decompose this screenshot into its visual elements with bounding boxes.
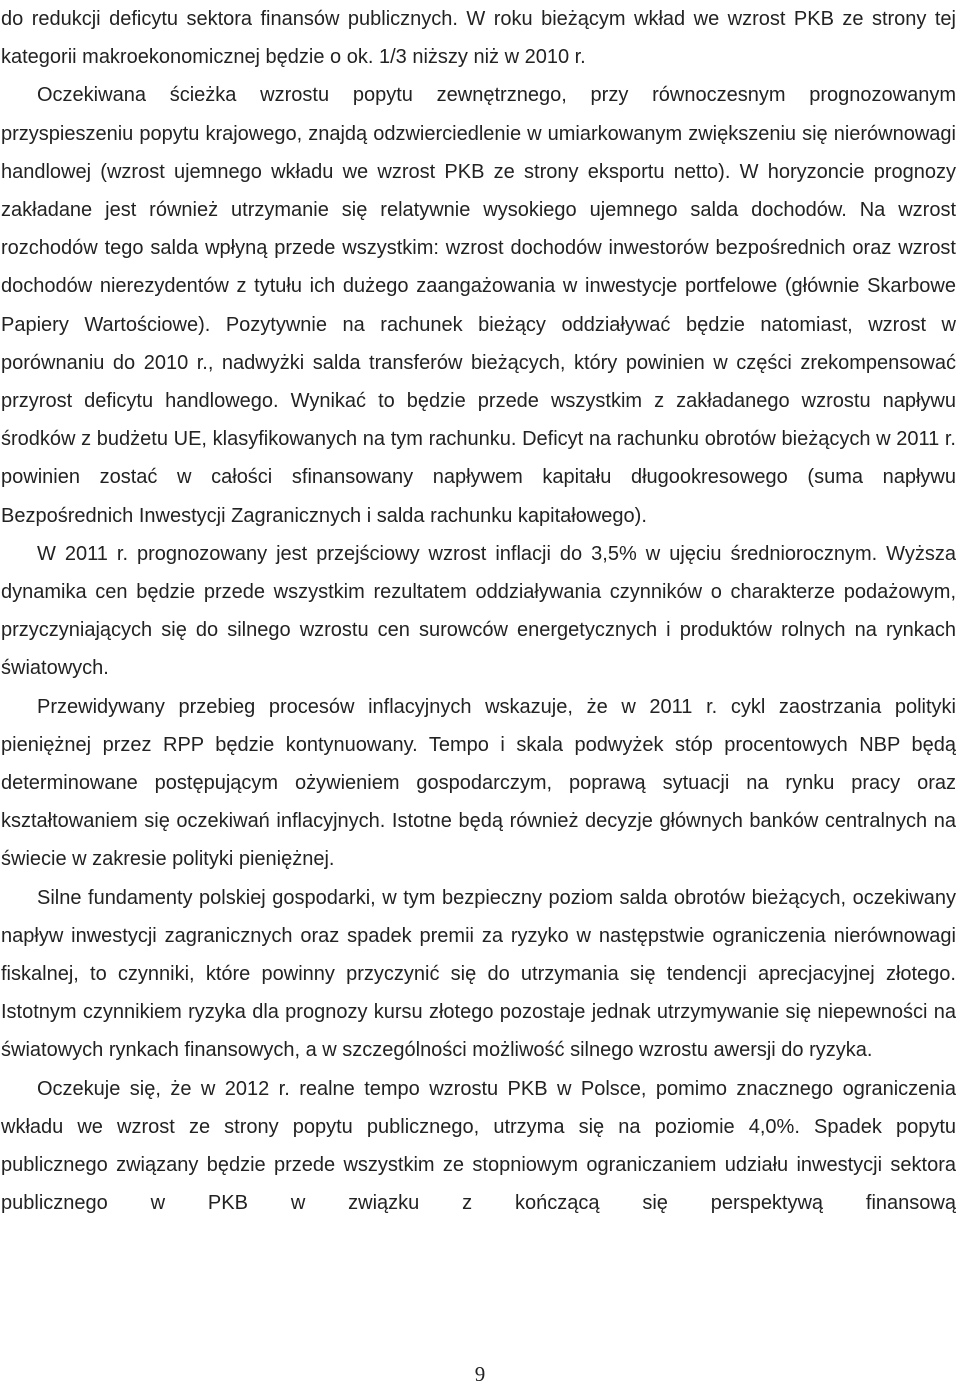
paragraph-1: do redukcji deficytu sektora finansów publicznych. W roku bieżącym wkład we wzrost PKB ze strony tej kategorii makroekonomicznej będzie o ok. 1/3 niższy niż w 2010 r. <box>1 8 956 69</box>
paragraph-4: Przewidywany przebieg procesów inflacyjnych wskazuje, że w 2011 r. cykl zaostrzania polityki pieniężnej przez RPP będzie kontynuowany. Tempo i skala podwyżek stóp procentowych NBP będą determinowane postępującym ożywieniem gospodarczym, poprawą sytuacji na rynku pracy oraz kształtowaniem się oczekiwań inflacyjnych. Istotne będą również decyzje głównych banków centralnych na świecie w zakresie polityki pieniężnej. <box>1 695 956 871</box>
page-number: 9 <box>474 1362 486 1386</box>
paragraph-5: Silne fundamenty polskiej gospodarki, w tym bezpieczny poziom salda obrotów bieżących, oczekiwany napływ inwestycji zagranicznych oraz spadek premii za ryzyko w następstwie ograniczenia nierównowagi fiskalnej, to czynniki, które powinny przyczynić się do utrzymania się tendencji aprecjacyjnej złotego. Istotnym czynnikiem ryzyka dla prognozy kursu złotego pozostaje jednak utrzymywanie się niepewności na światowych rynkach finansowych, a w szczególności możliwość silnego wzrostu awersji do ryzyka. <box>1 886 956 1062</box>
paragraph-6: Oczekuje się, że w 2012 r. realne tempo wzrostu PKB w Polsce, pomimo znacznego ograniczenia wkładu we wzrost ze strony popytu publicznego, utrzyma się na poziomie 4,0%. Spadek popytu publicznego związany będzie przede wszystkim ze stopniowym ograniczaniem udziału inwestycji sektora publicznego w PKB w związku z kończącą się perspektywą finansową <box>1 1077 956 1215</box>
paragraph-3: W 2011 r. prognozowany jest przejściowy wzrost inflacji do 3,5% w ujęciu średniorocznym. Wyższa dynamika cen będzie przede wszystkim rezultatem oddziaływania czynników o charakterze podażowym, przyczyniających się do silnego wzrostu cen surowców energetycznych i produktów rolnych na rynkach światowych. <box>1 542 956 680</box>
paragraph-2: Oczekiwana ścieżka wzrostu popytu zewnętrznego, przy równoczesnym prognozowanym przyspieszeniu popytu krajowego, znajdą odzwierciedlenie w umiarkowanym zwiększeniu się nierównowagi handlowej (wzrost ujemnego wkładu we wzrost PKB ze strony eksportu netto). W horyzoncie prognozy zakładane jest również utrzymanie się relatywnie wysokiego ujemnego salda dochodów. Na wzrost rozchodów tego salda wpłyną przede wszystkim: wzrost dochodów inwestorów bezpośrednich oraz wzrost dochodów nierezydentów z tytułu ich dużego zaangażowania w inwestycje portfelowe (głównie Skarbowe Papiery Wartościowe). Pozytywnie na rachunek bieżący oddziaływać będzie natomiast, wzrost w porównaniu do 2010 r., nadwyżki salda transferów bieżących, który powinien w części zrekompensować przyrost deficytu handlowego. Wynikać to będzie przede wszystkim z zakładanego wzrostu napływu środków z budżetu UE, klasyfikowanych na tym rachunku. Deficyt na rachunku obrotów bieżących w 2011 r. powinien zostać w całości sfinansowany napływem kapitału długookresowego (suma napływu Bezpośrednich Inwestycji Zagranicznych i salda rachunku kapitałowego). <box>1 84 956 527</box>
body-text <box>1 0 956 1223</box>
